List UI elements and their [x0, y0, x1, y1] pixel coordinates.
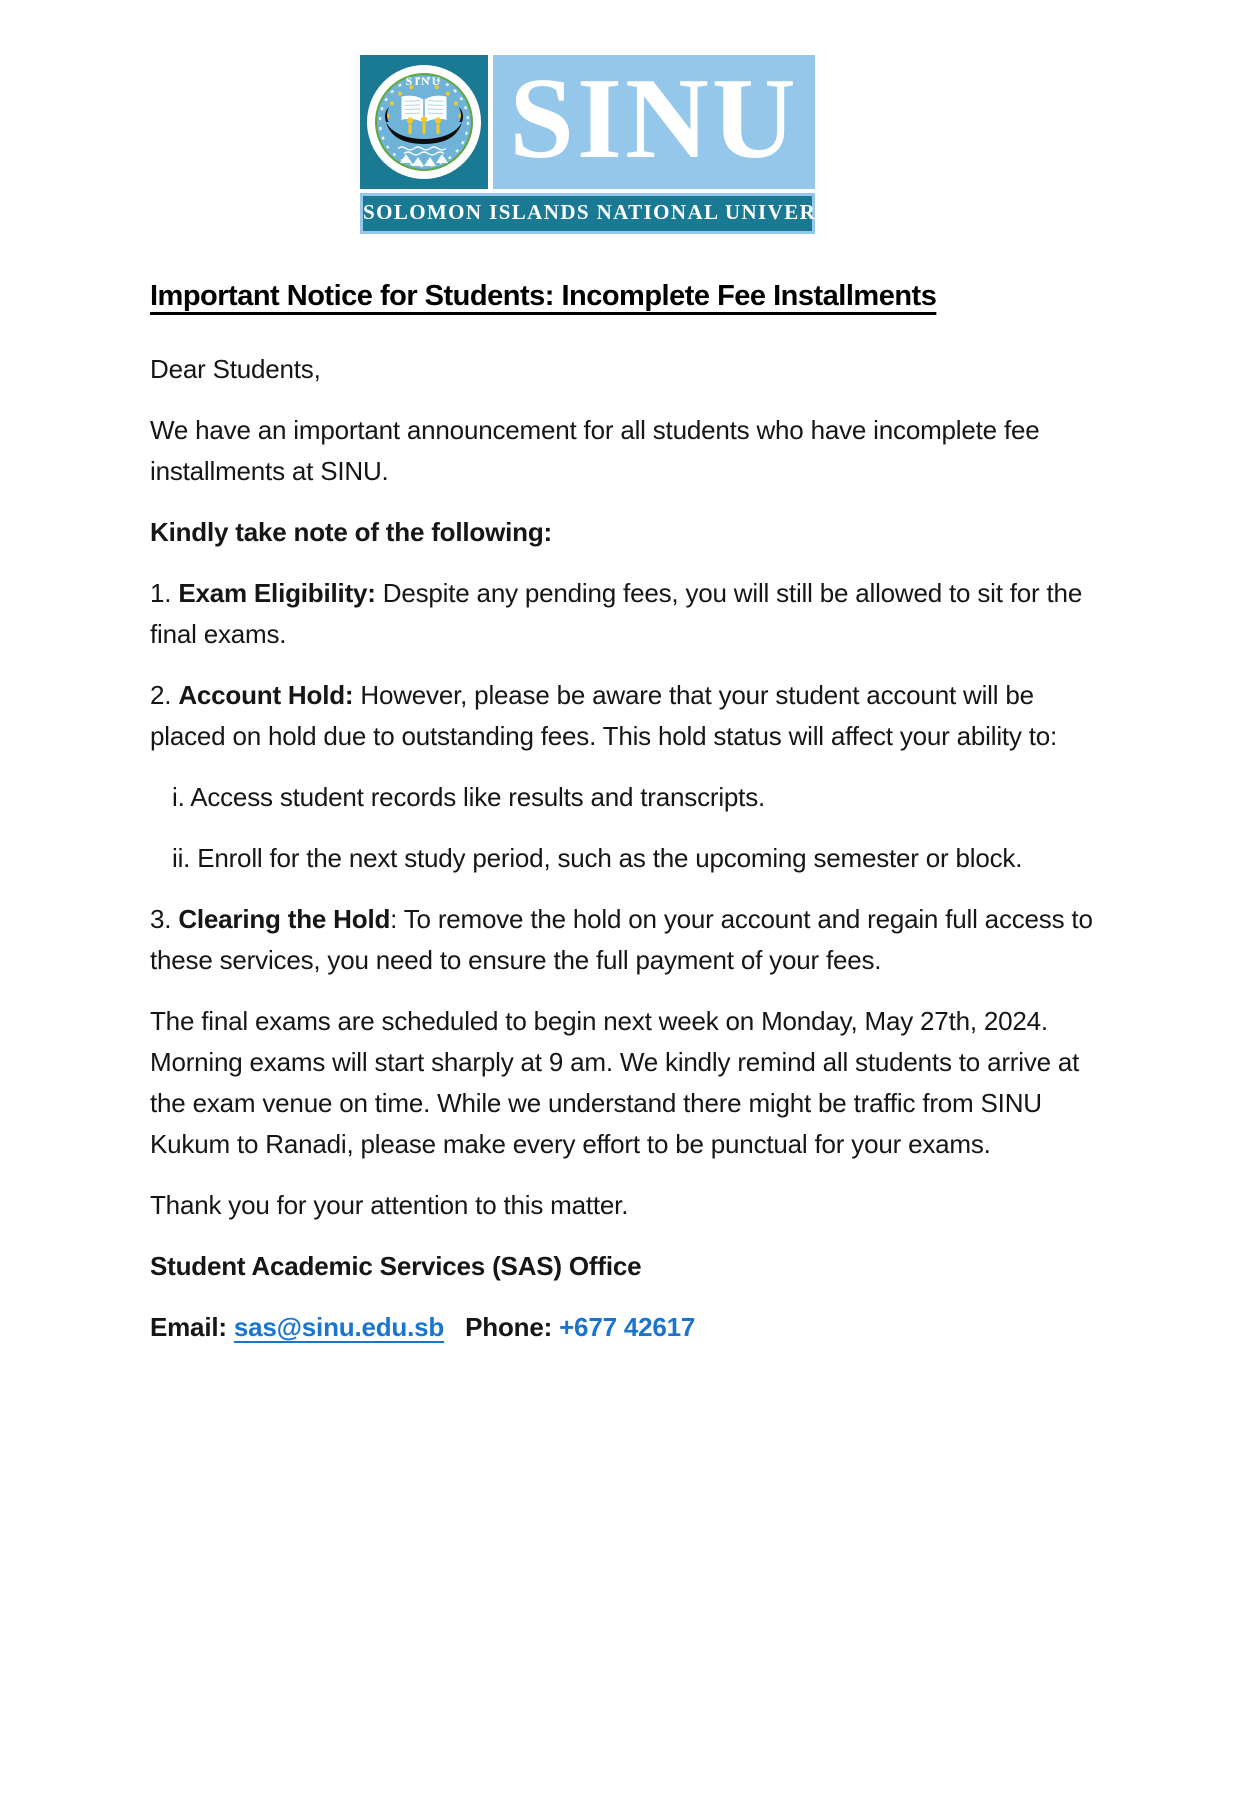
salutation	[150, 349, 1100, 390]
sub-item-ii	[150, 838, 1100, 879]
seal-text: SINU	[405, 74, 443, 88]
text-run: We have an important announcement for all students who have incomplete fee installments at SINU.	[150, 415, 1040, 486]
seal-box	[360, 55, 488, 189]
text-run: Account Hold:	[178, 680, 354, 710]
text-run: : To remove the hold on your account and regain full access to these services, you need to ensure the full payment of your fees.	[150, 904, 1093, 975]
text-run	[444, 1312, 465, 1342]
sub-item-i	[150, 777, 1100, 818]
text-run: Despite any pending fees, you will still be allowed to sit for the final exams.	[150, 578, 1083, 649]
email-link[interactable]: sas@sinu.edu.sb	[233, 1312, 445, 1342]
signature	[150, 1246, 1100, 1287]
sinu-seal-icon	[366, 64, 482, 180]
wordmark-box	[493, 55, 815, 189]
text-run: Thank you for your attention to this matter.	[150, 1190, 629, 1220]
text-run: 2.	[150, 680, 179, 710]
document-body	[150, 349, 1100, 1348]
text-run: Student Academic Services (SAS) Office	[150, 1251, 642, 1281]
text-run: However, please be aware that your student account will be placed on hold due to outstanding fees. This hold status will affect your ability to:	[150, 680, 1058, 751]
item-3-clearing-hold	[150, 899, 1100, 981]
text-run: i. Access student records like results and transcripts.	[172, 782, 766, 812]
closing	[150, 1185, 1100, 1226]
item-1-exam-eligibility	[150, 573, 1100, 655]
intro	[150, 410, 1100, 492]
text-run: The final exams are scheduled to begin next week on Monday, May 27th, 2024. Morning exams will start sharply at 9 am. We kindly remind all students to arrive at the exam venue on time. While we understand there might be traffic from SINU Kukum to Ranadi, please make every effort to be punctual for your exams.	[150, 1006, 1080, 1159]
text-run: Kindly take note of the following:	[150, 517, 552, 547]
item-2-account-hold	[150, 675, 1100, 757]
text-run: Dear Students,	[150, 354, 321, 384]
notice-title: Important Notice for Students: Incomplete Fee Installments	[150, 280, 937, 312]
text-run: Email:	[150, 1312, 234, 1342]
notice-document	[150, 280, 1100, 1348]
text-run: 3.	[150, 904, 179, 934]
phone-number: +677 42617	[559, 1312, 696, 1342]
sinu-logo	[360, 55, 871, 234]
text-run: Exam Eligibility:	[178, 578, 376, 608]
exam-schedule	[150, 1001, 1100, 1165]
text-run: Phone:	[465, 1312, 560, 1342]
contact	[150, 1307, 1100, 1348]
logo-top-row	[360, 55, 815, 189]
text-run: 1.	[150, 578, 179, 608]
logo-wordmark: SINU	[509, 55, 799, 183]
text-run: Clearing the Hold	[178, 904, 391, 934]
text-run: ii. Enroll for the next study period, such as the upcoming semester or block.	[172, 843, 1023, 873]
note-heading	[150, 512, 1100, 553]
logo-banner: SOLOMON ISLANDS NATIONAL UNIVERSITY	[360, 193, 815, 234]
